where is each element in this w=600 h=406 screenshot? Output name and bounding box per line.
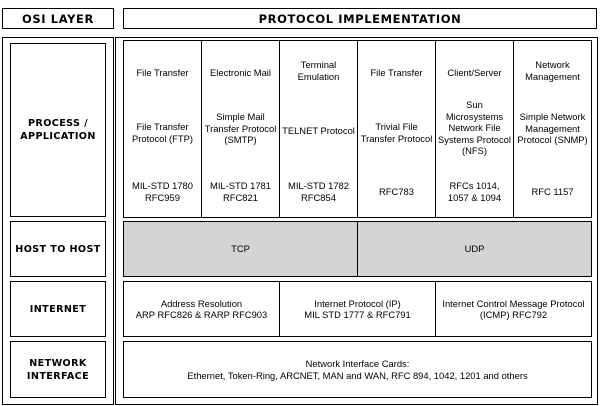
network-interface-cards-box: Network Interface Cards: Ethernet, Token-Ring, ARCNET, MAN and WAN, RFC 894, 1042, 1201 and others: [123, 341, 592, 398]
app-standard: MIL-STD 1780 RFC959: [132, 180, 193, 203]
protocol-implementation-header: PROTOCOL IMPLEMENTATION: [123, 8, 597, 29]
app-standard: RFC 1157: [531, 186, 574, 197]
address-resolution-box: Address Resolution ARP RFC826 & RARP RFC903: [123, 281, 280, 337]
layer-label-process-application: PROCESS / APPLICATION: [10, 43, 106, 217]
app-category: Electronic Mail: [210, 67, 271, 78]
app-standard: RFCs 1014, 1057 & 1094: [447, 180, 502, 203]
app-protocol: TELNET Protocol: [282, 125, 355, 136]
app-column-telnet: [279, 40, 358, 218]
app-category: File Transfer: [370, 67, 423, 78]
app-category: Terminal Emulation: [297, 59, 340, 82]
app-standard: MIL-STD 1781 RFC821: [210, 180, 271, 203]
osi-layer-header: OSI LAYER: [2, 8, 114, 29]
app-column-smtp: [201, 40, 280, 218]
app-standard: MIL-STD 1782 RFC854: [288, 180, 349, 203]
ip-box: Internet Protocol (IP) MIL STD 1777 & RFC791: [279, 281, 436, 337]
tcp-box: TCP: [123, 221, 358, 277]
app-column-tftp: [357, 40, 436, 218]
app-protocol: Trivial File Transfer Protocol: [360, 121, 433, 144]
app-protocol: Simple Network Management Protocol (SNMP): [517, 111, 588, 145]
app-column-nfs: [435, 40, 514, 218]
app-column-ftp: [123, 40, 202, 218]
layer-label-host-to-host: HOST TO HOST: [10, 221, 106, 277]
app-category: Client/Server: [447, 67, 502, 78]
app-category: File Transfer: [136, 67, 189, 78]
app-standard: RFC783: [379, 186, 414, 197]
app-protocol: File Transfer Protocol (FTP): [132, 121, 193, 144]
app-protocol: Sun Microsystems Network File Systems Protocol (NFS): [438, 99, 511, 156]
app-category: Network Management: [525, 59, 580, 82]
layer-label-internet: INTERNET: [10, 281, 106, 337]
app-protocol: Simple Mail Transfer Protocol (SMTP): [204, 111, 277, 145]
layer-label-network-interface: NETWORK INTERFACE: [10, 341, 106, 398]
udp-box: UDP: [357, 221, 592, 277]
app-column-snmp: [513, 40, 592, 218]
icmp-box: Internet Control Message Protocol (ICMP) RFC792: [435, 281, 592, 337]
